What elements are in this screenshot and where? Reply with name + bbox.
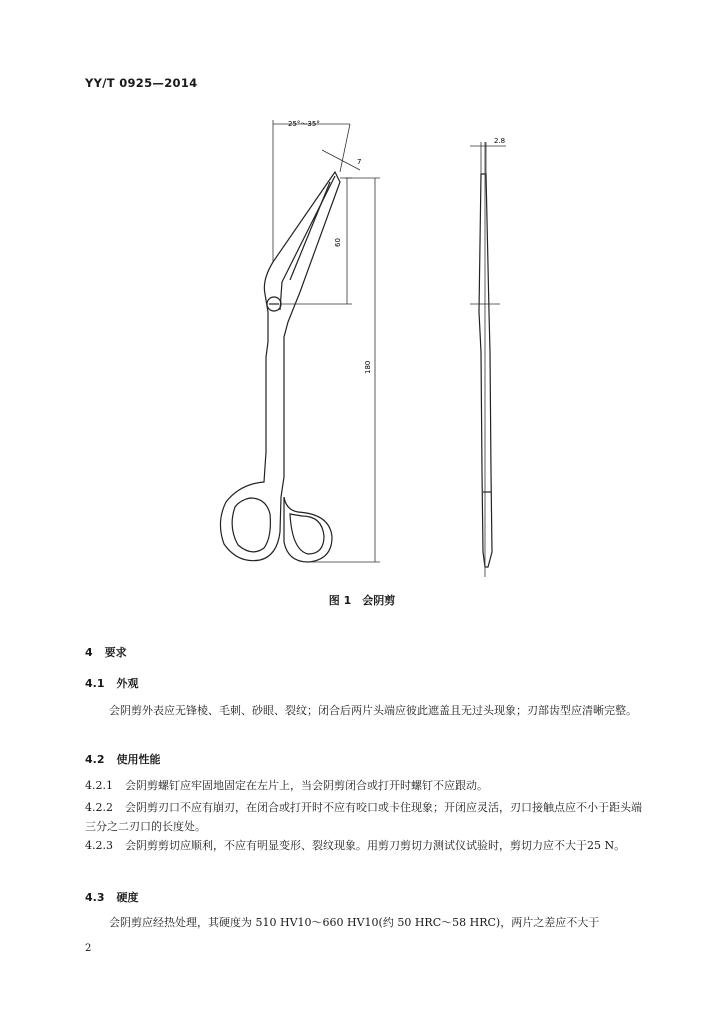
section-4-2-heading (85, 751, 161, 767)
clause-number: 4.2.1 (85, 779, 113, 792)
section-number: 4.1 (85, 677, 105, 690)
section-4-heading (85, 644, 127, 660)
section-title: 外观 (116, 677, 139, 690)
scissors-blade-line (280, 176, 335, 310)
dim-60-label: 60 (334, 238, 342, 247)
clause-text: 会阴剪螺钉应牢固地固定在左片上，当会阴剪闭合或打开时螺钉不应跟动。 (125, 779, 488, 792)
page-number: 2 (85, 943, 92, 954)
scissors-outline-side (479, 174, 492, 567)
section-number: 4 (85, 646, 93, 659)
dim-28-label: 2.8 (494, 137, 506, 145)
dim-180-label: 180 (364, 360, 372, 374)
dim-angle-label: 25°～35° (288, 120, 320, 128)
scissors-ring-right-inner (290, 514, 324, 554)
section-4-1-text: 会阴剪外表应无锋棱、毛刺、砂眼、裂纹；闭合后两片头端应彼此遮盖且无过头现象；刃部齿型应清晰完整。 (109, 704, 637, 717)
clause-4-2-3 (85, 836, 645, 855)
scissors-outline-front (220, 172, 340, 561)
clause-text: 会阴剪刃口不应有崩刃，在闭合或打开时不应有咬口或卡住现象；开闭应灵活，刃口接触点应不小于距头端三分之二刃口的长度处。 (85, 801, 642, 833)
clause-4-2-1 (85, 776, 645, 795)
section-number: 4.2 (85, 753, 105, 766)
figure-caption: 图 1 会阴剪 (328, 594, 396, 607)
scissors-figure (180, 112, 580, 582)
section-number: 4.3 (85, 891, 105, 904)
scissors-ring-left-inner (232, 498, 270, 552)
dim-7-label: 7 (357, 158, 362, 166)
section-4-1-heading (85, 675, 139, 691)
clause-number: 4.2.2 (85, 801, 113, 814)
clause-text: 会阴剪剪切应顺利，不应有明显变形、裂纹现象。用剪刀剪切力测试仪试验时，剪切力应不大于25 N。 (125, 839, 626, 852)
section-title: 使用性能 (116, 753, 161, 766)
section-title: 硬度 (116, 891, 139, 904)
standard-header: YY/T 0925—2014 (85, 76, 198, 90)
section-4-3-text: 会阴剪应经热处理，其硬度为 510 HV10～660 HV10(约 50 HRC～58 HRC)，两片之差应不大于 (109, 916, 600, 929)
section-4-3-heading (85, 889, 139, 905)
section-title: 要求 (104, 646, 127, 659)
clause-4-2-2 (85, 798, 645, 836)
clause-number: 4.2.3 (85, 839, 113, 852)
